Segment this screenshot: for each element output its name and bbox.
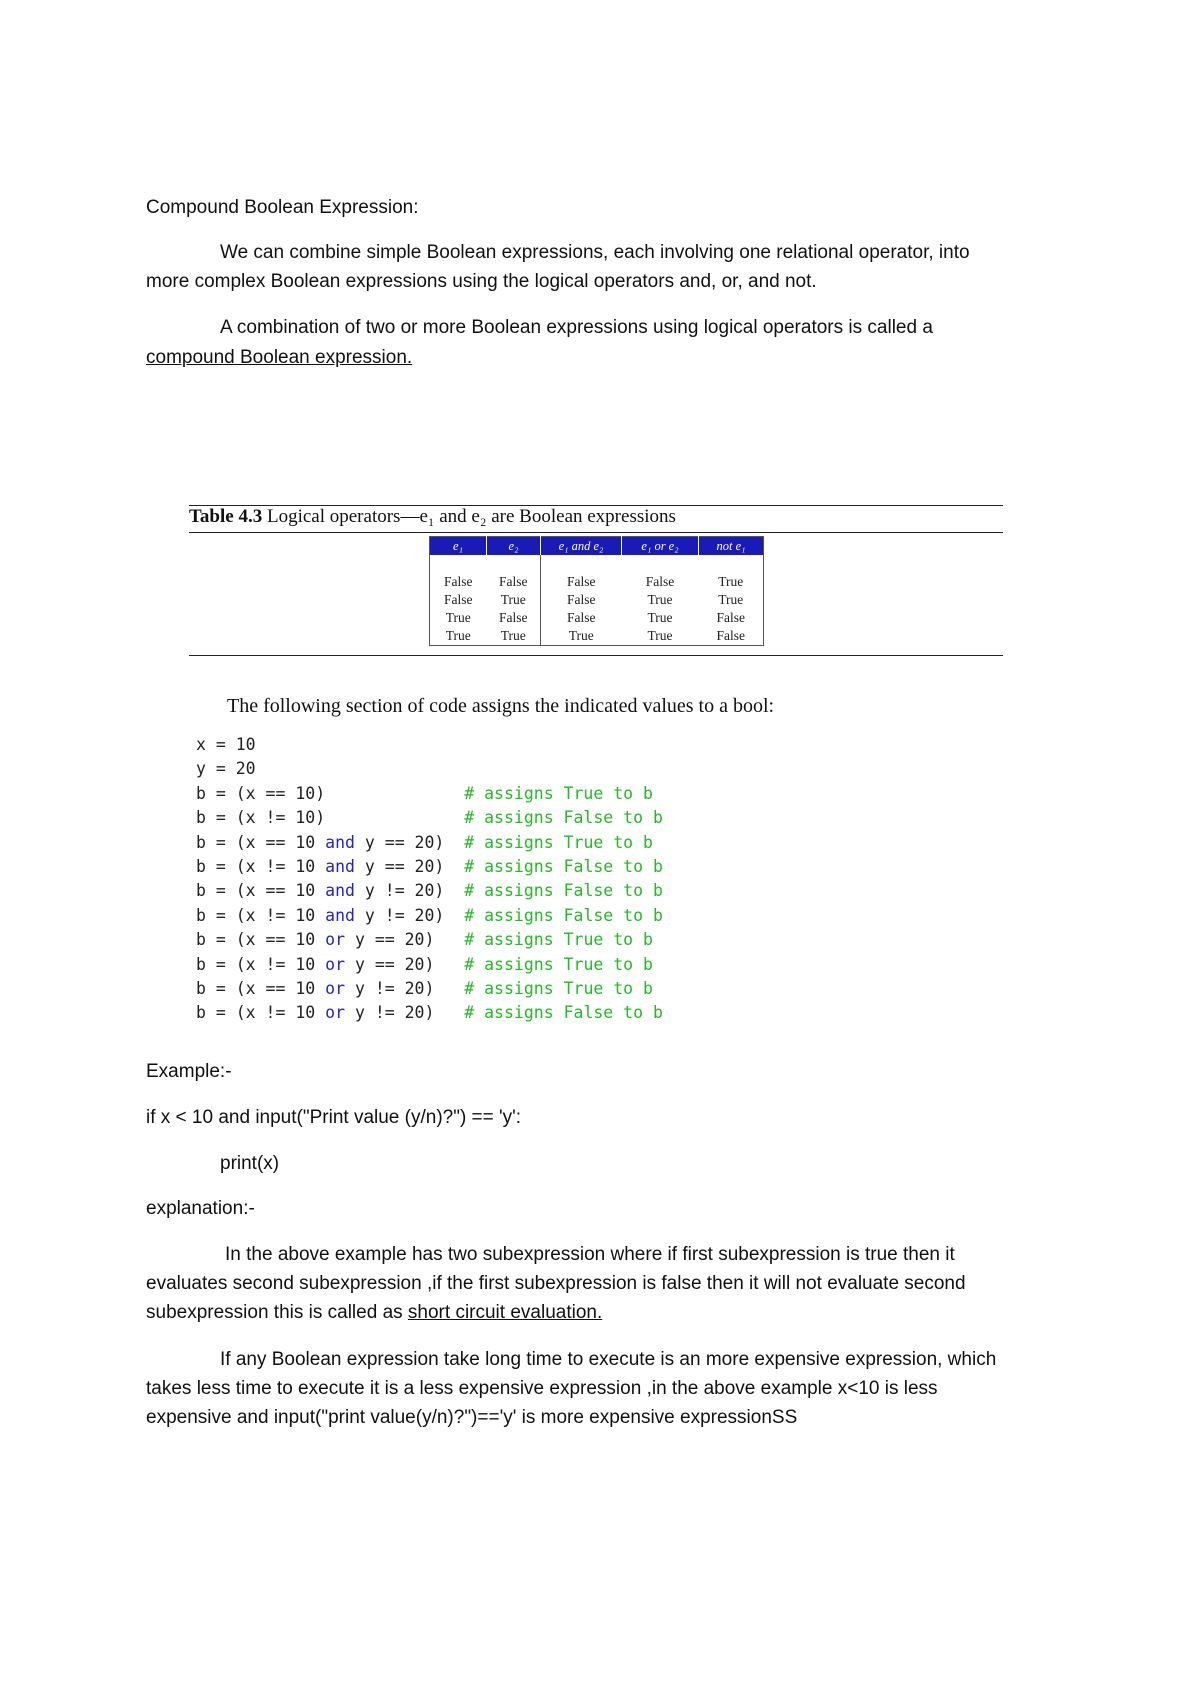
explanation-1-line-2: evaluates second subexpression ,if the first subexpression is false then it will not evaluate second	[146, 1273, 966, 1294]
short-circuit-term: short circuit evaluation.	[407, 1302, 603, 1323]
table-cell: True	[647, 592, 673, 607]
code-keyword: and	[325, 905, 355, 925]
code-keyword: or	[325, 954, 346, 974]
code-text: y != 20)	[354, 881, 465, 901]
paragraph-1-line-1: We can combine simple Boolean expressions, each involving one relational operator, into	[220, 242, 970, 263]
table-cell: True	[718, 592, 744, 607]
code-text: x = 10	[196, 735, 256, 754]
table-cell: True	[647, 628, 673, 643]
section-heading: Compound Boolean Expression:	[146, 197, 419, 218]
header-e1: e₁	[430, 537, 487, 556]
code-text: b = (x != 10	[196, 857, 326, 877]
code-text: b = (x == 10)	[196, 783, 465, 803]
code-text: b = (x != 10	[196, 905, 326, 925]
table-cell: False	[716, 610, 745, 625]
table-cell: True	[500, 592, 526, 607]
code-comment: # assigns False to b	[464, 881, 663, 901]
code-keyword: or	[325, 1003, 346, 1023]
code-text: y != 20)	[354, 905, 465, 925]
code-text: b = (x == 10	[196, 979, 326, 999]
example-label: Example:-	[146, 1061, 232, 1082]
header-and: e₁ and e₂	[541, 537, 622, 556]
code-comment: # assigns True to b	[464, 832, 653, 852]
explanation-2-line-1: If any Boolean expression take long time to execute is an more expensive expression, which	[220, 1349, 997, 1370]
code-keyword: or	[325, 979, 346, 999]
code-line	[196, 953, 663, 977]
code-comment: # assigns False to b	[464, 808, 663, 828]
code-line	[196, 782, 663, 806]
code-comment: # assigns False to b	[464, 857, 663, 877]
code-text: b = (x == 10	[196, 881, 326, 901]
explanation-1-line-1: In the above example has two subexpression where if first subexpression is true then it	[225, 1244, 955, 1265]
table-row	[430, 591, 764, 609]
code-line	[196, 928, 663, 952]
code-line	[196, 977, 663, 1001]
table-cell: False	[541, 609, 622, 627]
code-line	[196, 757, 663, 781]
code-text: y == 20)	[354, 857, 465, 877]
table-cell: False	[444, 592, 473, 607]
code-line	[196, 733, 663, 757]
code-text: y == 20)	[345, 930, 465, 950]
code-text: b = (x != 10)	[196, 808, 465, 828]
code-line	[196, 806, 663, 830]
code-text: b = (x != 10	[196, 954, 326, 974]
explanation-2-line-3: expensive and input("print value(y/n)?")=='y' is more expensive expressionSS	[146, 1407, 798, 1428]
code-text: y == 20)	[354, 832, 465, 852]
code-comment: # assigns True to b	[464, 930, 653, 950]
table-cell: True	[500, 628, 526, 643]
table-cell: False	[541, 573, 622, 591]
table-caption-text: Logical operators—e₁ and e₂ are Boolean expressions	[262, 506, 676, 527]
table-cell: False	[499, 574, 528, 589]
code-text: y = 20	[196, 759, 256, 779]
code-comment: # assigns True to b	[464, 783, 653, 803]
header-not: not e₁	[699, 537, 764, 556]
table-cell: True	[647, 610, 673, 625]
code-line	[196, 879, 663, 903]
table-cell: False	[645, 574, 675, 589]
code-comment: # assigns False to b	[464, 905, 663, 925]
header-or: e₁ or e₂	[622, 537, 699, 556]
paragraph-2-line-1: A combination of two or more Boolean expressions using logical operators is called a	[220, 317, 933, 338]
code-text: b = (x != 10	[196, 1003, 326, 1023]
code-keyword: or	[325, 930, 346, 950]
explanation-2-line-2: takes less time to execute it is a less expensive expression ,in the above example x<10 is less	[146, 1378, 938, 1399]
code-line	[196, 904, 663, 928]
table-cell: False	[716, 628, 745, 643]
table-cell: False	[499, 610, 528, 625]
table-row	[430, 627, 764, 646]
table-cell: False	[541, 591, 622, 609]
explanation-1-line-3-text: subexpression this is called as	[146, 1302, 408, 1323]
code-intro: The following section of code assigns the indicated values to a bool:	[227, 695, 775, 717]
code-keyword: and	[325, 881, 355, 901]
table-cell: True	[445, 628, 471, 643]
code-keyword: and	[325, 857, 355, 877]
code-comment: # assigns False to b	[464, 1003, 663, 1023]
code-block	[196, 733, 663, 1026]
code-line	[196, 855, 663, 879]
table-caption-rule	[189, 532, 1003, 533]
code-text: y != 20)	[345, 1003, 465, 1023]
table-caption	[189, 506, 676, 528]
code-line	[196, 831, 663, 855]
table-bottom-rule	[189, 655, 1003, 656]
logical-operators-table	[429, 536, 764, 646]
code-text: y != 20)	[345, 979, 465, 999]
table-row	[430, 609, 764, 627]
code-text: b = (x == 10	[196, 832, 326, 852]
code-line	[196, 1001, 663, 1025]
example-code-line-2: print(x)	[220, 1153, 280, 1174]
code-comment: # assigns True to b	[464, 954, 653, 974]
table-row	[430, 573, 764, 591]
code-text: y == 20)	[345, 954, 465, 974]
example-code-line-1: if x < 10 and input("Print value (y/n)?") == 'y':	[146, 1107, 522, 1128]
header-e2: e₂	[487, 537, 541, 556]
paragraph-1-line-2: more complex Boolean expressions using the logical operators and, or, and not.	[146, 271, 817, 292]
table-header-row	[430, 537, 764, 556]
table-cell: False	[444, 574, 473, 589]
table-cell: True	[718, 574, 744, 589]
explanation-1-line-3	[146, 1298, 602, 1327]
paragraph-2-line-2: compound Boolean expression.	[146, 347, 413, 368]
code-keyword: and	[325, 832, 355, 852]
table-cell: True	[541, 627, 622, 646]
table-caption-number: Table 4.3	[189, 506, 263, 527]
code-comment: # assigns True to b	[464, 979, 653, 999]
code-text: b = (x == 10	[196, 930, 326, 950]
table-cell: True	[445, 610, 471, 625]
explanation-label: explanation:-	[146, 1198, 255, 1219]
